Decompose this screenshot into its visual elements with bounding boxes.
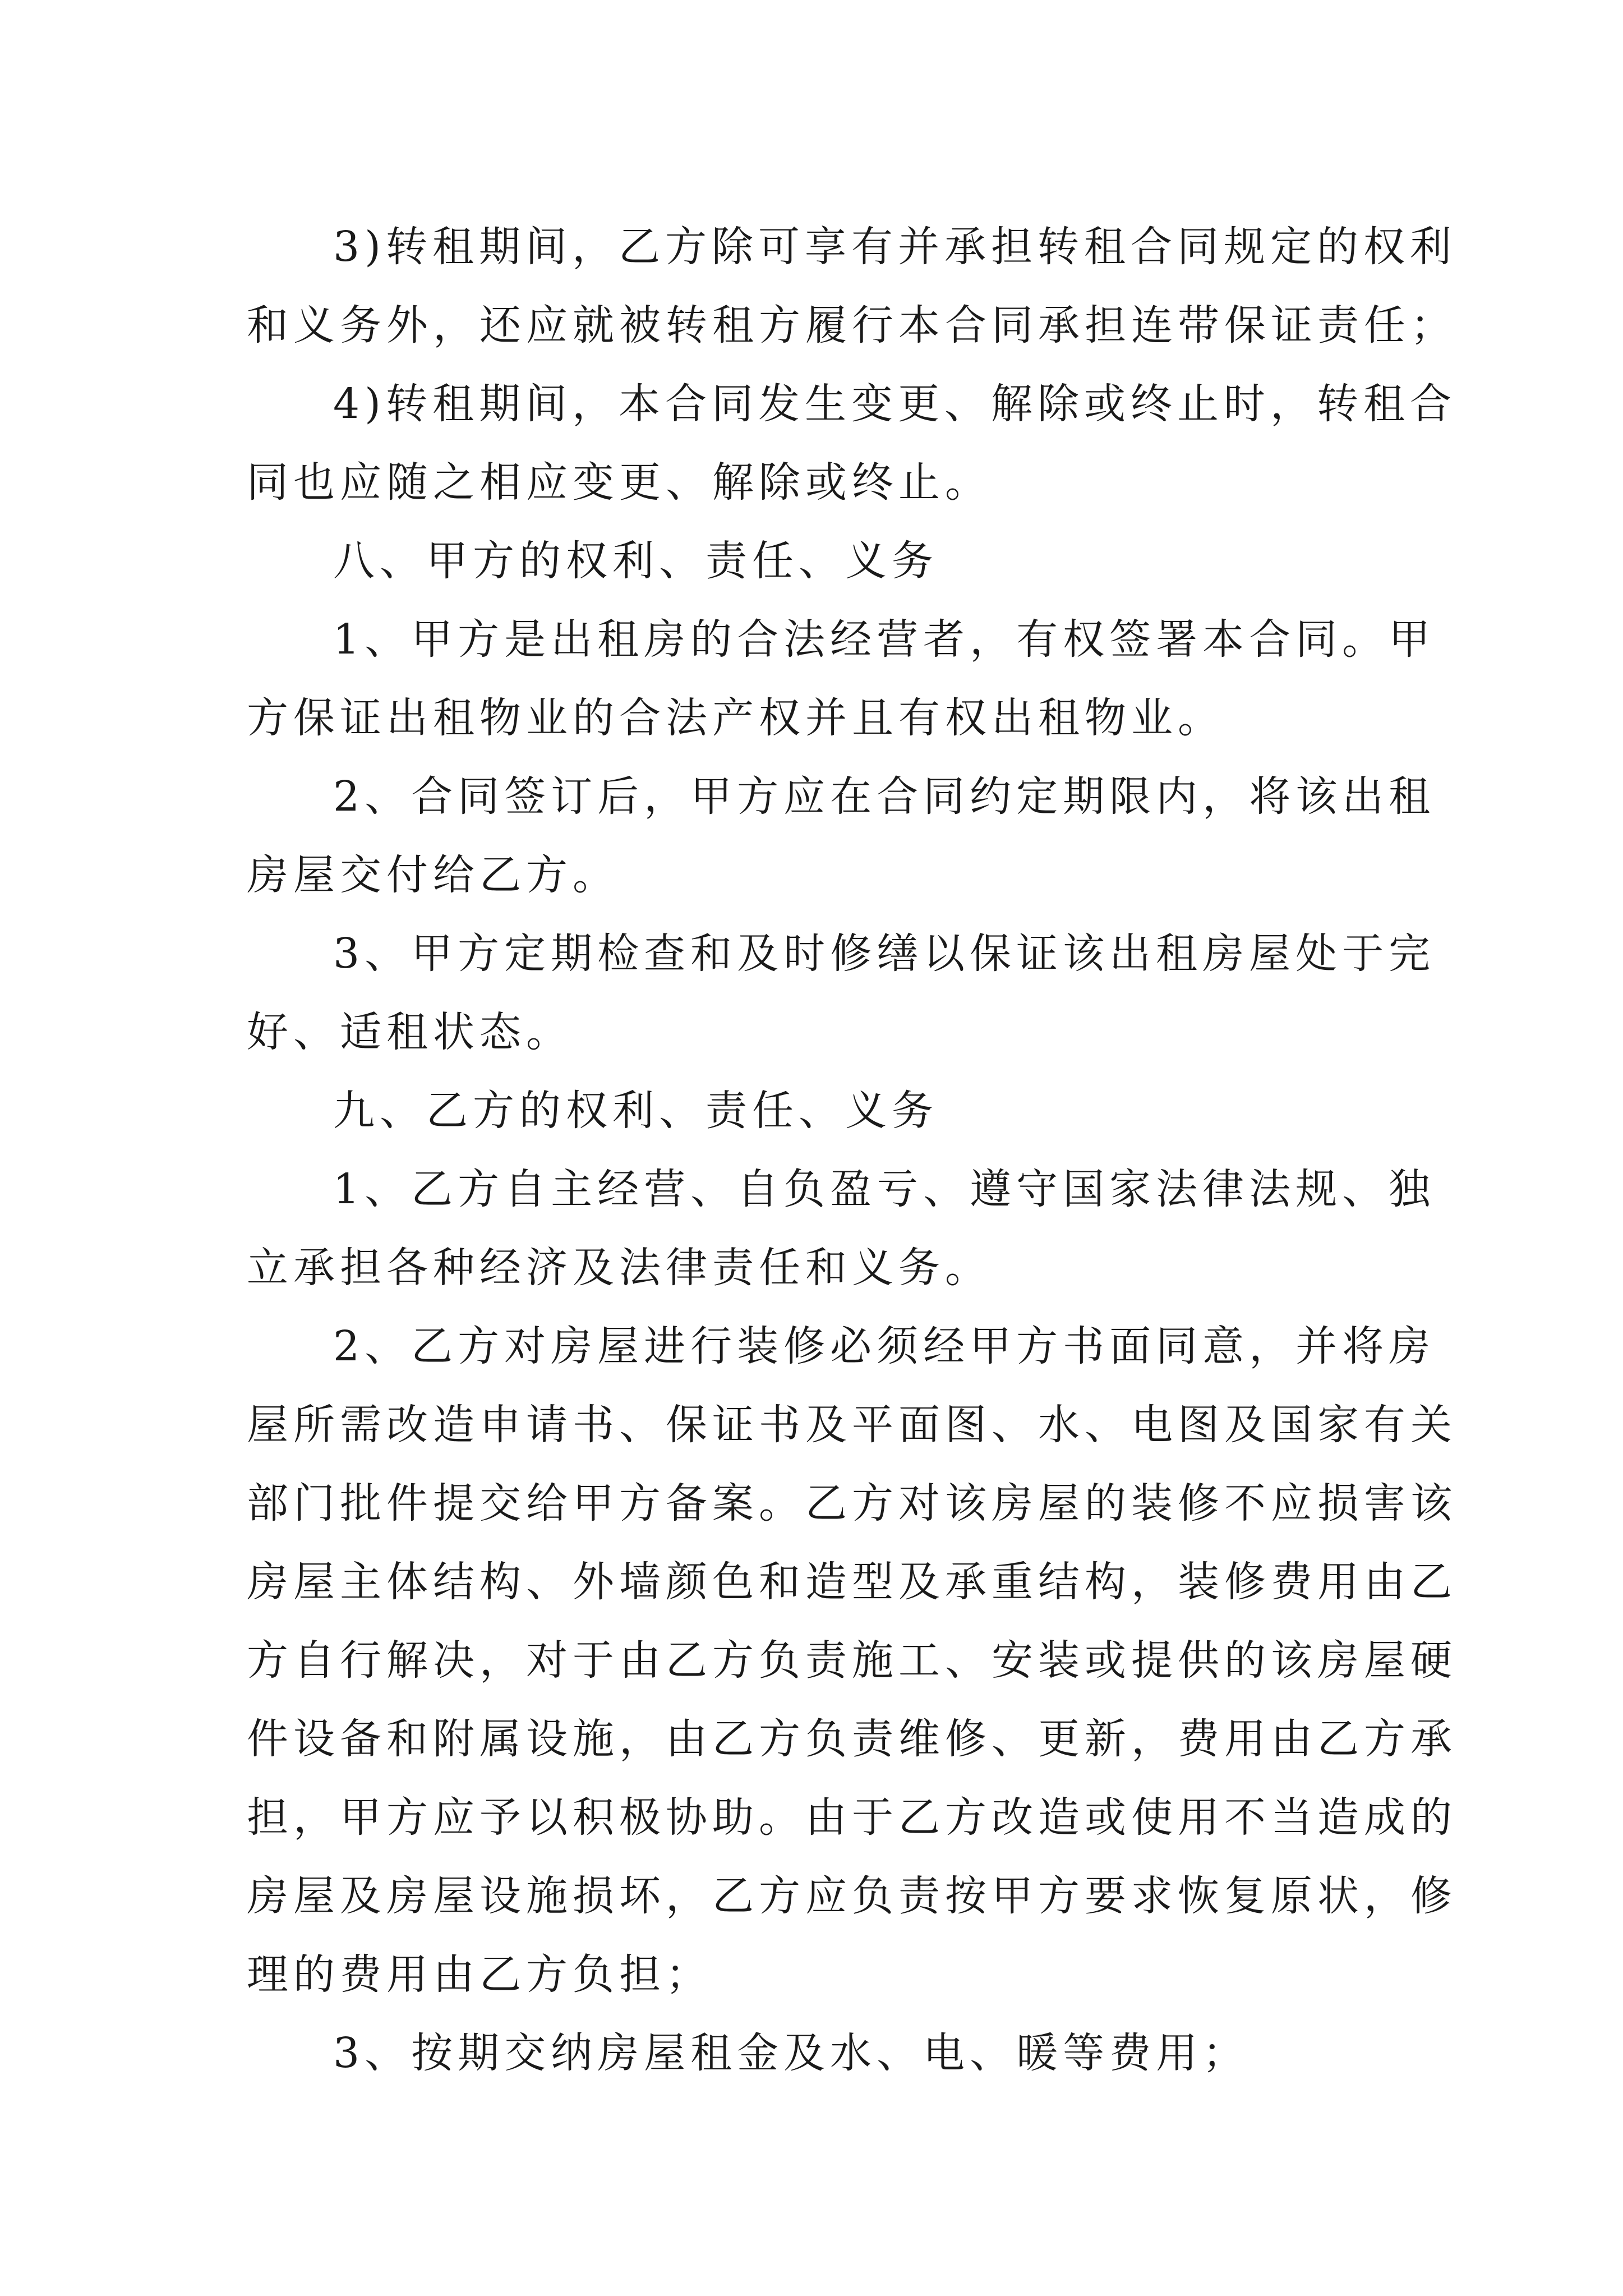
text-line: 部门批件提交给甲方备案。乙方对该房屋的装修不应损害该 xyxy=(247,1479,1457,1527)
text-line: 好、适租状态。 xyxy=(247,1008,573,1056)
text-line: 房屋及房屋设施损坏，乙方应负责按甲方要求恢复原状，修 xyxy=(247,1872,1457,1920)
text-line: 1、乙方自主经营、自负盈亏、遵守国家法律法规、独 xyxy=(333,1165,1436,1213)
text-line: 1、甲方是出租房的合法经营者，有权签署本合同。甲 xyxy=(333,615,1436,664)
text-line: 3、甲方定期检查和及时修缮以保证该出租房屋处于完 xyxy=(333,930,1436,978)
text-line: 2、乙方对房屋进行装修必须经甲方书面同意，并将房 xyxy=(333,1322,1436,1370)
section-heading: 九、乙方的权利、责任、义务 xyxy=(333,1087,938,1135)
text-line: 3、按期交纳房屋租金及水、电、暖等费用； xyxy=(333,2029,1249,2077)
text-line: 4)转租期间，本合同发生变更、解除或终止时，转租合 xyxy=(333,380,1456,428)
text-line: 理的费用由乙方负担； xyxy=(247,1950,712,1999)
text-line: 屋所需改造申请书、保证书及平面图、水、电图及国家有关 xyxy=(247,1401,1457,1449)
text-line: 方自行解决，对于由乙方负责施工、安装或提供的该房屋硬 xyxy=(247,1636,1457,1685)
text-line: 房屋交付给乙方。 xyxy=(247,851,619,899)
text-line: 和义务外，还应就被转租方履行本合同承担连带保证责任； xyxy=(247,301,1457,349)
document-body xyxy=(247,208,1457,2092)
text-line: 方保证出租物业的合法产权并且有权出租物业。 xyxy=(247,694,1224,742)
text-line: 房屋主体结构、外墙颜色和造型及承重结构，装修费用由乙 xyxy=(247,1558,1457,1606)
text-line: 3)转租期间，乙方除可享有并承担转租合同规定的权利 xyxy=(333,223,1456,271)
text-line: 同也应随之相应变更、解除或终止。 xyxy=(247,458,992,507)
text-line: 2、合同签订后，甲方应在合同约定期限内，将该出租 xyxy=(333,772,1436,821)
section-heading: 八、甲方的权利、责任、义务 xyxy=(333,537,938,585)
text-line: 件设备和附属设施，由乙方负责维修、更新，费用由乙方承 xyxy=(247,1715,1457,1763)
text-line: 担，甲方应予以积极协助。由于乙方改造或使用不当造成的 xyxy=(247,1793,1457,1842)
text-line: 立承担各种经济及法律责任和义务。 xyxy=(247,1244,992,1292)
